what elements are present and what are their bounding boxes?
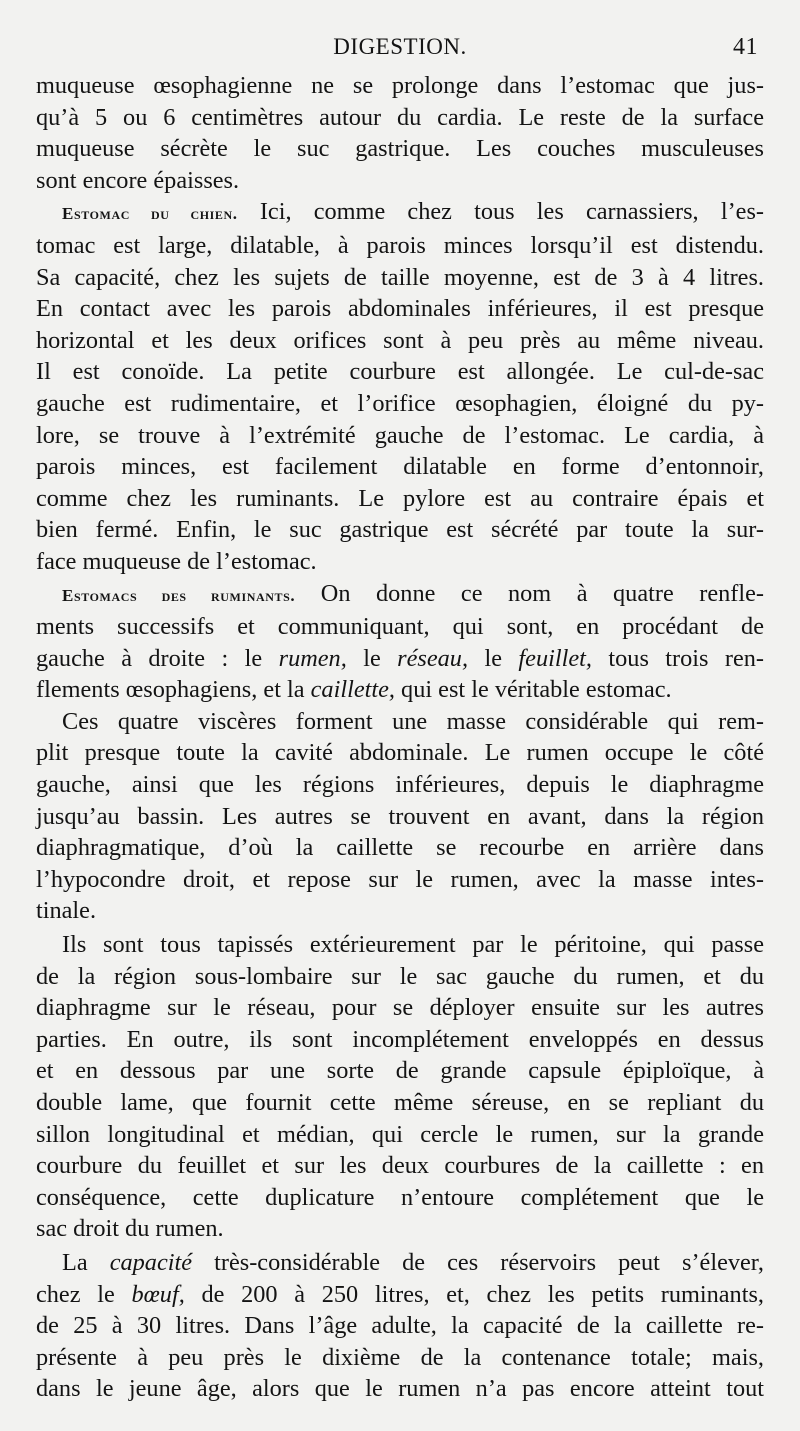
text-line: conséquence, cette duplicature n’entoure complétement que le — [36, 1183, 764, 1211]
text-line: Ils sont tous tapissés extérieurement par le péritoine, qui passe — [62, 931, 764, 959]
text-line: chez le bœuf, de 200 à 250 litres, et, chez les petits ruminants, — [36, 1280, 764, 1308]
text-line: ments successifs et communiquant, qui sont, en procédant de — [36, 613, 764, 641]
text-line: comme chez les ruminants. Le pylore est au contraire épais et — [36, 484, 764, 512]
running-header — [36, 30, 764, 70]
text-line: diaphragme sur le réseau, pour se déployer ensuite sur les autres — [36, 994, 764, 1022]
text-line: jusqu’au bassin. Les autres se trouvent en avant, dans la région — [36, 802, 764, 830]
text-line: En contact avec les parois abdominales inférieures, il est presque — [36, 295, 764, 323]
text-line: et en dessous par une sorte de grande capsule épiploïque, à — [36, 1057, 764, 1085]
text-line: diaphragmatique, d’où la caillette se recourbe en arrière dans — [36, 834, 764, 862]
section-heading-dog-stomach: Estomac du chien. — [62, 204, 238, 224]
chapter-title: DIGESTION. — [333, 34, 467, 59]
text-line: présente à peu près le dixième de la contenance totale; mais, — [36, 1343, 764, 1371]
text-line: lore, se trouve à l’extrémité gauche de l’estomac. Le cardia, à — [36, 421, 764, 449]
text-line: Il est conoïde. La petite courbure est allongée. Le cul-de-sac — [36, 358, 764, 386]
text-line: flements œsophagiens, et la caillette, qui est le véritable estomac. — [36, 676, 672, 704]
text-line: Ces quatre viscères forment une masse considérable qui rem- — [62, 707, 764, 735]
text-line: Estomacs des ruminants. On donne ce nom à quatre renfle- — [62, 579, 764, 607]
text-line: courbure du feuillet et sur les deux courbures de la caillette : en — [36, 1152, 764, 1180]
text-line: muqueuse sécrète le suc gastrique. Les couches musculeuses — [36, 135, 764, 163]
text-line: gauche, ainsi que les régions inférieures, depuis le diaphragme — [36, 771, 764, 799]
text-line: sillon longitudinal et médian, qui cercle le rumen, sur la grande — [36, 1120, 764, 1148]
text-line: gauche est rudimentaire, et l’orifice œsophagien, éloigné du py- — [36, 389, 764, 417]
text-line: muqueuse œsophagienne ne se prolonge dans l’estomac que jus- — [36, 72, 764, 99]
text-line: qu’à 5 ou 6 centimètres autour du cardia. Le reste de la surface — [36, 103, 764, 131]
text-line: plit presque toute la cavité abdominale. Le rumen occupe le côté — [36, 739, 764, 767]
text-line: horizontal et les deux orifices sont à peu près au même niveau. — [36, 326, 764, 354]
page-number: 41 — [733, 34, 758, 60]
text-line: l’hypocondre droit, et repose sur le rumen, avec la masse intes- — [36, 865, 764, 893]
section-heading-ruminant-stomachs: Estomacs des ruminants. — [62, 585, 296, 605]
text-line: tinale. — [36, 897, 97, 925]
text-line: bien fermé. Enfin, le suc gastrique est sécrété par toute la sur- — [36, 516, 764, 544]
text-line: parties. En outre, ils sont incomplétement enveloppés en dessus — [36, 1025, 764, 1053]
text-line: Sa capacité, chez les sujets de taille moyenne, est de 3 à 4 litres. — [36, 263, 764, 291]
body-text — [36, 70, 764, 1405]
text-line: dans le jeune âge, alors que le rumen n’a pas encore atteint tout — [36, 1375, 764, 1403]
text-line: Estomac du chien. Ici, comme chez tous les carnassiers, l’es- — [62, 198, 764, 226]
text-line: de la région sous-lombaire sur le sac gauche du rumen, et du — [36, 962, 764, 990]
text-line: La capacité très-considérable de ces réservoirs peut s’élever, — [62, 1248, 764, 1276]
text-line: parois minces, est facilement dilatable en forme d’entonnoir, — [36, 453, 764, 481]
text-line: tomac est large, dilatable, à parois minces lorsqu’il est distendu. — [36, 231, 764, 259]
text-line: face muqueuse de l’estomac. — [36, 547, 317, 575]
text-line: sac droit du rumen. — [36, 1215, 224, 1243]
text-line: de 25 à 30 litres. Dans l’âge adulte, la capacité de la caillette re- — [36, 1312, 764, 1340]
text-line: gauche à droite : le rumen, le réseau, le feuillet, tous trois ren- — [36, 644, 765, 672]
text-line: double lame, que fournit cette même séreuse, en se repliant du — [36, 1089, 764, 1116]
text-line: sont encore épaisses. — [36, 166, 240, 194]
